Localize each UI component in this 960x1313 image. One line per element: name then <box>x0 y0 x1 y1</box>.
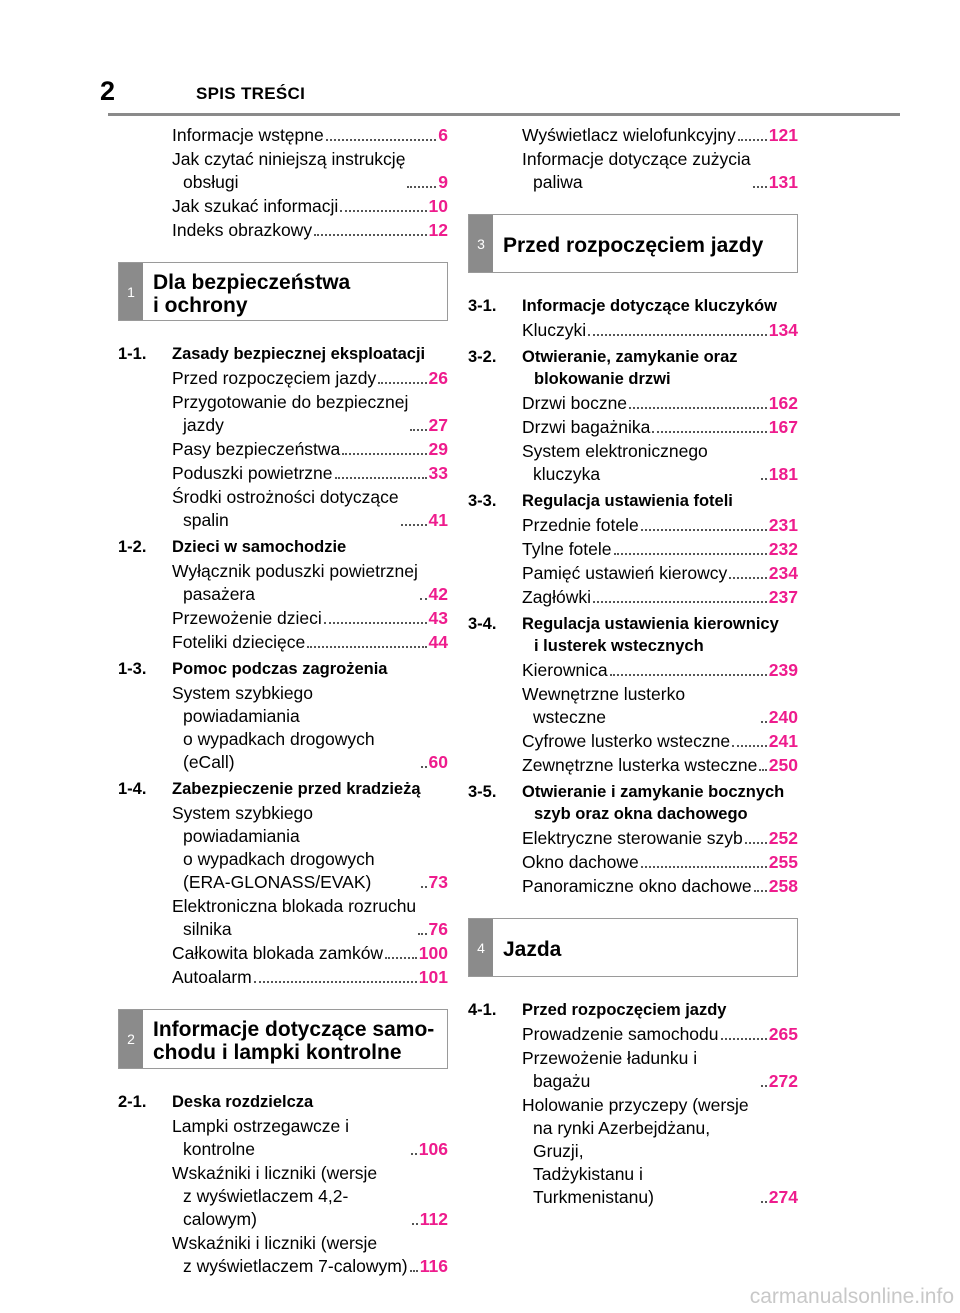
entry-title: Drzwi boczne <box>522 393 628 413</box>
toc-entry[interactable] <box>172 631 448 654</box>
page-link[interactable]: 231 <box>768 515 798 535</box>
section-number: 2-1. <box>118 1093 147 1111</box>
toc-entry[interactable] <box>172 486 448 532</box>
section-heading[interactable] <box>468 490 798 512</box>
chapter-number: 1 <box>119 263 143 320</box>
dot-leader <box>420 598 427 600</box>
entry-title: Przewożenie dzieci <box>172 608 322 628</box>
chapter-2-sections <box>118 1091 448 1278</box>
entry-title: Jak szukać informacji <box>172 196 339 216</box>
page-link[interactable]: 33 <box>428 463 448 483</box>
entry-title: Wyłącznik poduszki powietrznej pasażera <box>172 561 418 604</box>
toc-entry[interactable] <box>522 730 798 753</box>
section-title: Otwieranie, zamykanie oraz blokowanie drzwi <box>522 348 738 388</box>
section-title: Informacje dotyczące kluczyków <box>522 297 777 315</box>
toc-entry[interactable] <box>172 895 448 941</box>
entry-title: Autoalarm <box>172 967 252 987</box>
entry-title: Kluczyki <box>522 320 587 340</box>
page-link[interactable]: 60 <box>428 752 448 772</box>
entry-title: Przygotowanie do bezpiecznej jazdy <box>172 392 409 435</box>
toc-entry[interactable] <box>522 538 798 561</box>
entry-title: Wewnętrzne lusterko wsteczne <box>522 684 686 727</box>
page-link[interactable]: 26 <box>428 368 448 388</box>
section-heading[interactable] <box>468 295 798 317</box>
page-title: SPIS TREŚCI <box>196 84 306 103</box>
toc-entry[interactable] <box>522 659 798 682</box>
toc-entry[interactable] <box>172 219 448 242</box>
page-link[interactable]: 240 <box>768 707 798 727</box>
section-title: Regulacja ustawienia kierownicy i lusterek wstecznych <box>522 615 779 655</box>
toc-entry[interactable] <box>522 124 798 147</box>
dot-leader <box>378 382 426 384</box>
section-number: 3-2. <box>468 348 497 366</box>
entry-title: Wyświetlacz wielofunkcyjny <box>522 125 736 145</box>
section-number: 3-4. <box>468 615 497 633</box>
toc-entry[interactable] <box>522 1094 798 1209</box>
section-title: Zasady bezpiecznej eksploatacji <box>172 345 426 363</box>
section-heading[interactable] <box>118 658 448 680</box>
page-link[interactable]: 73 <box>428 872 448 892</box>
page-link[interactable]: 162 <box>768 393 798 413</box>
chapter-title: Dla bezpieczeństwa i ochrony <box>153 270 351 317</box>
dot-leader <box>641 866 767 868</box>
chapter-1-sections <box>118 343 448 989</box>
chapter-3-header[interactable] <box>468 214 798 273</box>
section-heading[interactable] <box>468 346 798 390</box>
entry-title: Przewożenie ładunku i bagażu <box>522 1048 698 1091</box>
page-link[interactable]: 112 <box>419 1209 448 1229</box>
entry-title: Foteliki dziecięce <box>172 632 306 652</box>
dot-leader <box>407 186 436 188</box>
entry-title: Zewnętrzne lusterka wsteczne <box>522 755 758 775</box>
dot-leader <box>411 1153 417 1155</box>
dot-leader <box>629 407 767 409</box>
page-link[interactable]: 41 <box>428 510 448 530</box>
entry-title: Poduszki powietrzne <box>172 463 333 483</box>
entry-title: Panoramiczne okno dachowe <box>522 876 752 896</box>
section-number: 4-1. <box>468 1001 497 1019</box>
dot-leader <box>314 234 426 236</box>
entry-title: System szybkiego powiadamiania o wypadkach drogowych (eCall) <box>172 683 375 772</box>
section-title: Regulacja ustawienia foteli <box>522 492 733 510</box>
toc-entry[interactable] <box>522 754 798 777</box>
dot-leader <box>324 622 427 624</box>
entry-title: Informacje dotyczące zużycia paliwa <box>522 149 751 192</box>
dot-leader <box>610 674 767 676</box>
section-title: Deska rozdzielcza <box>172 1093 314 1111</box>
page-link[interactable]: 76 <box>428 919 448 939</box>
chapter-number: 4 <box>469 919 493 976</box>
toc-entry[interactable] <box>172 1115 448 1161</box>
dot-leader <box>732 745 767 747</box>
section-heading[interactable] <box>118 343 448 365</box>
toc-entry[interactable] <box>172 124 448 147</box>
entry-title: Wskaźniki i liczniki (wersje z wyświetlaczem 4,2-calowym) <box>172 1163 378 1229</box>
entry-title: Drzwi bagażnika <box>522 417 651 437</box>
dot-leader <box>761 1085 767 1087</box>
toc-entry[interactable] <box>522 562 798 585</box>
page-link[interactable]: 44 <box>428 632 448 652</box>
page-link[interactable]: 232 <box>768 539 798 559</box>
toc-entry[interactable] <box>172 148 448 194</box>
page-link[interactable]: 181 <box>768 464 798 484</box>
entry-title: System elektronicznego kluczyka <box>522 441 708 484</box>
section-number: 1-2. <box>118 538 147 556</box>
entry-title: Pamięć ustawień kierowcy <box>522 563 728 583</box>
page-link[interactable]: 131 <box>768 172 798 192</box>
chapter-number: 2 <box>119 1010 143 1068</box>
page-link[interactable]: 29 <box>428 439 448 459</box>
dot-leader <box>761 721 767 723</box>
page-link[interactable]: 241 <box>768 731 798 751</box>
entry-title: Przednie fotele <box>522 515 639 535</box>
entry-title: Cyfrowe lusterko wsteczne <box>522 731 731 751</box>
toc-entry[interactable] <box>522 1047 798 1093</box>
dot-leader <box>593 601 767 603</box>
page-link[interactable]: 6 <box>438 125 448 145</box>
dot-leader <box>254 981 417 983</box>
section-title: Przed rozpoczęciem jazdy <box>522 1001 727 1019</box>
entry-title: Prowadzenie samochodu <box>522 1024 719 1044</box>
chapter-title: Informacje dotyczące samo- chodu i lampki kontrolne <box>153 1018 435 1064</box>
entry-title: Okno dachowe <box>522 852 639 872</box>
entry-title: Środki ostrożności dotyczące spalin <box>172 487 399 530</box>
dot-leader <box>761 1201 767 1203</box>
section-number: 1-1. <box>118 345 147 363</box>
entry-title: Elektroniczna blokada rozruchu silnika <box>172 896 417 939</box>
toc-entry[interactable] <box>172 1232 448 1278</box>
dot-leader <box>745 842 767 844</box>
entry-title: Holowanie przyczepy (wersje na rynki Azerbejdżanu, Gruzji, Tadżykistanu i Turkmenistanu) <box>522 1095 749 1207</box>
toc-entry[interactable] <box>522 586 798 609</box>
chapter-2-header[interactable] <box>118 1009 448 1069</box>
dot-leader <box>652 431 766 433</box>
chapter-title: Przed rozpoczęciem jazdy <box>503 234 764 257</box>
entry-title: Elektryczne sterowanie szyb <box>522 828 743 848</box>
page-link[interactable]: 43 <box>428 608 448 628</box>
toc-entry[interactable] <box>172 391 448 437</box>
section-title: Otwieranie i zamykanie bocznych szyb oraz okna dachowego <box>522 783 785 823</box>
dot-leader <box>412 1223 418 1225</box>
entry-title: Kierownica <box>522 660 608 680</box>
section-number: 1-4. <box>118 780 147 798</box>
page-link[interactable]: 42 <box>428 584 448 604</box>
chapter-4-sections <box>468 999 798 1209</box>
toc-entry[interactable] <box>522 416 798 439</box>
dot-leader <box>614 553 767 555</box>
entry-title: Zagłówki <box>522 587 592 607</box>
page-link[interactable]: 265 <box>768 1024 798 1044</box>
toc-entry[interactable] <box>172 367 448 390</box>
section-number: 3-1. <box>468 297 497 315</box>
entry-title: Pasy bezpieczeństwa <box>172 439 341 459</box>
section-heading[interactable] <box>118 778 448 800</box>
page-link[interactable]: 250 <box>768 755 798 775</box>
section-title: Pomoc podczas zagrożenia <box>172 660 388 678</box>
entry-title: Lampki ostrzegawcze i kontrolne <box>172 1116 350 1159</box>
dot-leader <box>418 933 426 935</box>
entry-title: Wskaźniki i liczniki (wersje z wyświetlaczem 7-calowym) <box>172 1233 408 1276</box>
section-heading[interactable] <box>468 999 798 1021</box>
page-link[interactable]: 106 <box>418 1139 448 1159</box>
dot-leader <box>401 524 427 526</box>
dot-leader <box>729 577 767 579</box>
dot-leader <box>410 1270 418 1272</box>
entry-title: Jak czytać niniejszą instrukcję obsługi <box>172 149 406 192</box>
toc-entry[interactable] <box>522 827 798 850</box>
toc-entry[interactable] <box>172 195 448 218</box>
intro-list <box>468 124 798 194</box>
dot-leader <box>641 529 767 531</box>
toc-entry[interactable] <box>172 682 448 774</box>
page-link[interactable]: 10 <box>428 196 448 216</box>
toc-entry[interactable] <box>172 942 448 965</box>
toc-entry[interactable] <box>172 560 448 606</box>
dot-leader <box>385 957 417 959</box>
toc-entry[interactable] <box>522 319 798 342</box>
entry-title: Informacje wstępne <box>172 125 324 145</box>
dot-leader <box>588 334 767 336</box>
dot-leader <box>754 890 767 892</box>
toc-entry[interactable] <box>522 514 798 537</box>
watermark: carmanualsonline.info <box>749 1285 954 1308</box>
dot-leader <box>721 1038 767 1040</box>
dot-leader <box>759 769 766 771</box>
chapter-1-header[interactable] <box>118 262 448 321</box>
page-link[interactable]: 116 <box>419 1256 448 1276</box>
dot-leader <box>761 478 767 480</box>
page-link[interactable]: 237 <box>768 587 798 607</box>
header-rule <box>108 113 900 116</box>
page-link[interactable]: 12 <box>428 220 448 240</box>
page-link[interactable]: 252 <box>768 828 798 848</box>
page-link[interactable]: 134 <box>768 320 798 340</box>
page-link[interactable]: 121 <box>768 125 798 145</box>
toc-entry[interactable] <box>522 875 798 898</box>
toc-entry[interactable] <box>172 1162 448 1231</box>
entry-title: Całkowita blokada zamków <box>172 943 384 963</box>
section-heading[interactable] <box>468 781 798 825</box>
entry-title: Indeks obrazkowy <box>172 220 313 240</box>
section-heading[interactable] <box>118 536 448 558</box>
toc-entry[interactable] <box>172 438 448 461</box>
page-link[interactable]: 167 <box>768 417 798 437</box>
intro-list <box>118 124 448 242</box>
dot-leader <box>342 453 426 455</box>
page-link[interactable]: 255 <box>768 852 798 872</box>
page-link[interactable]: 239 <box>768 660 798 680</box>
chapter-title: Jazda <box>503 938 562 961</box>
section-title: Zabezpieczenie przed kradzieżą <box>172 780 421 798</box>
page-link[interactable]: 234 <box>768 563 798 583</box>
toc-entry[interactable] <box>172 802 448 894</box>
page-number: 2 <box>100 76 116 106</box>
toc-entry[interactable] <box>522 392 798 415</box>
toc-entry[interactable] <box>522 851 798 874</box>
page-link[interactable]: 101 <box>418 967 448 987</box>
toc-entry[interactable] <box>522 148 798 194</box>
chapter-number: 3 <box>469 215 493 272</box>
dot-leader <box>335 477 427 479</box>
dot-leader <box>421 886 427 888</box>
entry-title: Tylne fotele <box>522 539 612 559</box>
page-link[interactable]: 9 <box>438 172 448 192</box>
left-column <box>118 124 448 1279</box>
right-column <box>468 124 798 1210</box>
entry-title: Przed rozpoczęciem jazdy <box>172 368 377 388</box>
page-link[interactable]: 100 <box>418 943 448 963</box>
dot-leader <box>410 429 426 431</box>
page-link[interactable]: 274 <box>768 1187 798 1207</box>
dot-leader <box>738 139 767 141</box>
toc-entry[interactable] <box>172 462 448 485</box>
section-number: 3-5. <box>468 783 497 801</box>
section-number: 1-3. <box>118 660 147 678</box>
dot-leader <box>753 186 767 188</box>
chapter-3-sections <box>468 295 798 898</box>
dot-leader <box>307 646 426 648</box>
section-heading[interactable] <box>468 613 798 657</box>
page-link[interactable]: 258 <box>768 876 798 896</box>
section-title: Dzieci w samochodzie <box>172 538 347 556</box>
page-link[interactable]: 27 <box>428 415 448 435</box>
chapter-4-header[interactable] <box>468 918 798 977</box>
dot-leader <box>340 210 426 212</box>
entry-title: System szybkiego powiadamiania o wypadkach drogowych (ERA-GLONASS/EVAK) <box>172 803 375 892</box>
section-number: 3-3. <box>468 492 497 510</box>
toc-entry[interactable] <box>172 607 448 630</box>
toc-entry[interactable] <box>522 1023 798 1046</box>
toc-entry[interactable] <box>172 966 448 989</box>
dot-leader <box>326 139 437 141</box>
dot-leader <box>421 766 427 768</box>
section-heading[interactable] <box>118 1091 448 1113</box>
page-link[interactable]: 272 <box>768 1071 798 1091</box>
toc-entry[interactable] <box>522 440 798 486</box>
toc-entry[interactable] <box>522 683 798 729</box>
